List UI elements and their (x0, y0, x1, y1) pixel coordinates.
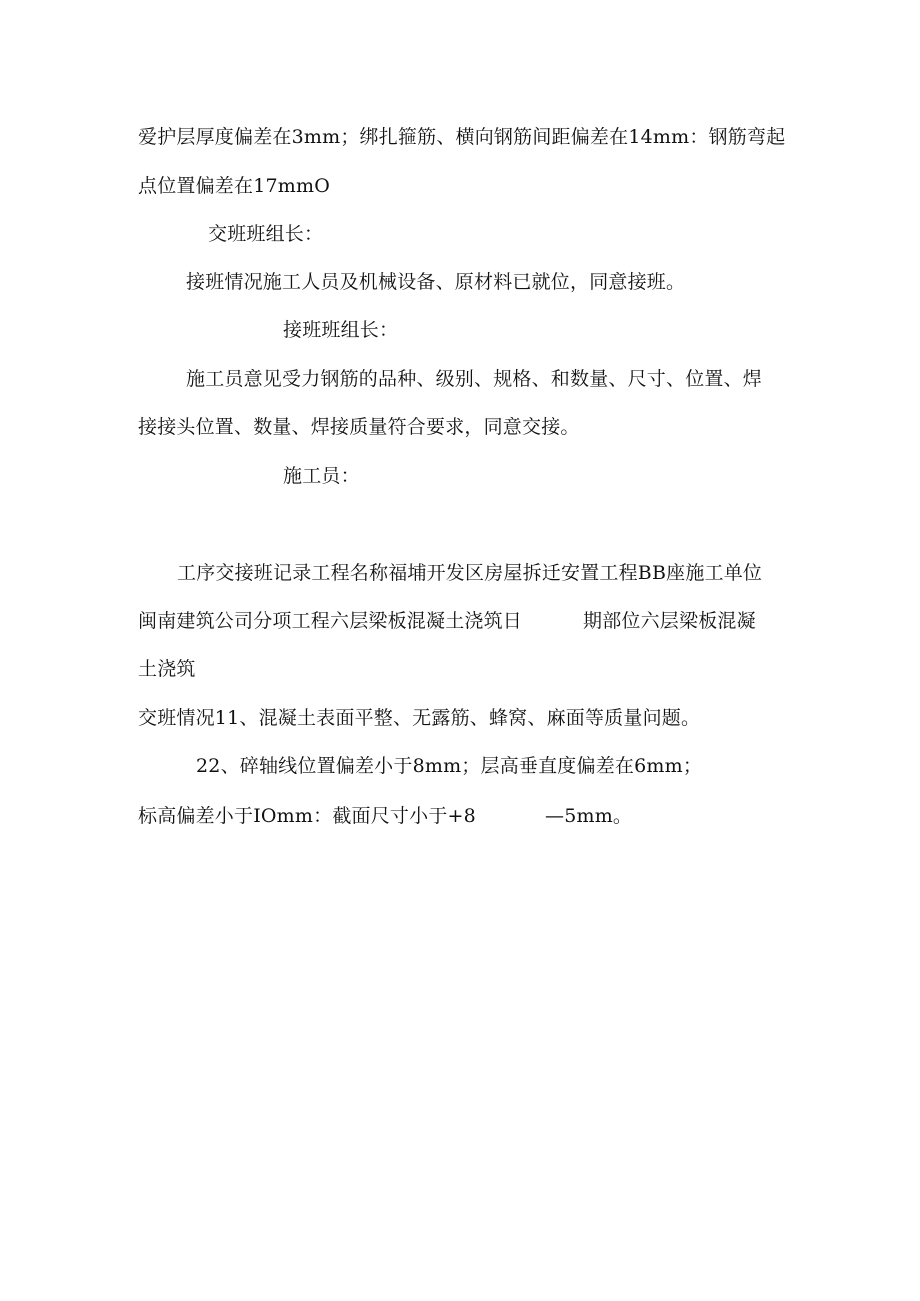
handover-situation-line2: 22、碎轴线位置偏差小于8mm；层高垂直度偏差在6mm； (196, 755, 703, 777)
record-header-line2-part2: 期部位六层梁板混凝 (583, 610, 756, 632)
handover-situation-line3-part2: —5mm。 (545, 805, 633, 827)
handover-situation-line1: 交班情况11、混凝土表面平整、无露筋、蜂窝、麻面等质量问题。 (138, 707, 701, 729)
constructor-opinion-line1: 施工员意见受力钢筋的品种、级别、规格、和数量、尺寸、位置、焊 (186, 368, 763, 390)
handover-leader-label: 交班班组长： (208, 223, 324, 245)
takeover-situation: 接班情况施工人员及机械设备、原材料已就位，同意接班。 (186, 271, 686, 293)
record-header-line3: 土浇筑 (138, 658, 196, 680)
handover-situation-line3-part1: 标高偏差小于IOmm：截面尺寸小于+8 (138, 805, 476, 827)
paragraph1-line1: 爱护层厚度偏差在3mm；绑扎箍筋、横向钢筋间距偏差在14mm：钢筋弯起 (138, 126, 786, 148)
constructor-opinion-line2: 接接头位置、数量、焊接质量符合要求，同意交接。 (138, 416, 580, 438)
record-header-line1: 工序交接班记录工程名称福埔开发区房屋拆迁安置工程BB座施工单位 (177, 562, 763, 584)
record-header-line2-part1: 闽南建筑公司分项工程六层梁板混凝土浇筑日 (138, 610, 523, 632)
paragraph1-line2: 点位置偏差在17mmO (138, 175, 330, 197)
constructor-label: 施工员： (283, 465, 360, 487)
takeover-leader-label: 接班班组长： (283, 319, 399, 341)
